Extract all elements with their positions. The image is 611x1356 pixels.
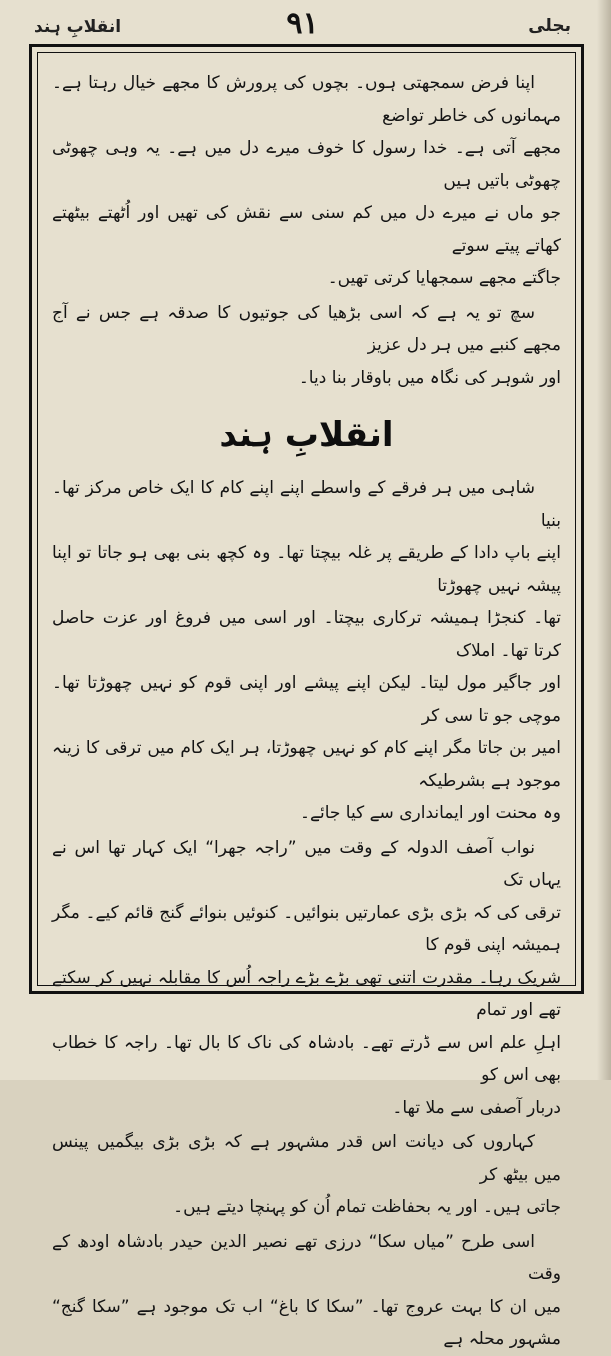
paragraph: شاہی میں ہر فرقے کے واسطے اپنے اپنے کام کا ایک خاص مرکز تھا۔ بنیا اپنے باپ دادا کے طریقے پر غلہ بیچتا تھا۔ وہ کچھ بنی بھی ہو جاتا تو اپنا پیشہ نہیں چھوڑتا تھا۔ کنجڑا ہمیشہ ترکاری بیچتا۔ اور اسی میں فروغ اور عزت حاصل کرتا تھا۔ املاک اور جاگیر مول لیتا۔ لیکن اپنے پیشے اور اپنی قوم کو نہیں چھوڑتا تھا۔ موچی جو تا سی کر امیر بن جاتا مگر اپنے کام کو نہیں چھوڑتا، ہر ایک کام میں ترقی کا زینہ موجود ہے بشرطیکہ وہ محنت اور ایمانداری سے کیا جائے۔ [52, 478, 561, 823]
page-edge-shadow [597, 0, 611, 1080]
paragraph: نواب آصف الدولہ کے وقت میں ”راجہ جھرا“ ایک کہار تھا اس نے یہاں تک ترقی کی کہ بڑی بڑی عمارتیں بنوائیں۔ کنوئیں بنوائے گنج قائم کیے۔ مگر ہمیشہ اپنی قوم کا شریک رہا۔ مقدرت اتنی تھی بڑے بڑے راجہ اُس کا مقابلہ نہیں کر سکتے تھے اور تمام اہلِ علم اس سے ڈرتے تھے۔ بادشاہ کی ناک کا بال تھا۔ راجہ کا خطاب بھی اس کو دربار آصفی سے ملا تھا۔ [52, 837, 561, 1118]
text-frame [37, 52, 576, 1349]
paragraph: اپنا فرض سمجھتی ہوں۔ بچوں کی پرورش کا مجھے خیال رہتا ہے۔ مہمانوں کی خاطر تواضع مجھے آتی ہے۔ خدا رسول کا خوف میرے دل میں ہے۔ یہ وہی چھوٹی چھوٹی باتیں ہیں جو ماں نے میرے دل میں کم سنی سے نقش کی تھیں اور اُٹھتے بیٹھتے کھاتے پیتے سوتے جاگتے مجھے سمجھایا کرتی تھیں۔ [52, 73, 561, 288]
page-body [52, 67, 561, 1356]
paragraph: کہاروں کی دیانت اس قدر مشہور ہے کہ بڑی بڑی بیگمیں پینس میں بیٹھ کر جاتی ہیں۔ اور یہ بحفاظت تمام اُن کو پہنچا دیتے ہیں۔ [52, 1132, 561, 1217]
page-border [29, 44, 584, 1349]
section-title: انقلابِ ہند [219, 415, 394, 455]
page-number: ۹۱ [286, 6, 319, 41]
running-head-book: بجلی [528, 16, 571, 36]
paragraph: سچ تو یہ ہے کہ اسی بڑھیا کی جوتیوں کا صدقہ ہے جس نے آج مجھے کنبے میں ہر دل عزیز اور شوہر کی نگاہ میں باوقار بنا دیا۔ [52, 302, 561, 388]
paragraph: اسی طرح ”میاں سکا“ درزی تھے نصیر الدین حیدر بادشاہ اودھ کے وقت میں ان کا بہت عروج تھا۔ ”سکا کا باغ“ اب تک موجود ہے ”سکا گنج“ مشہور محلہ ہے [52, 1231, 561, 1349]
running-head-title: انقلابِ ہند [34, 17, 122, 37]
page-header [34, 6, 571, 46]
